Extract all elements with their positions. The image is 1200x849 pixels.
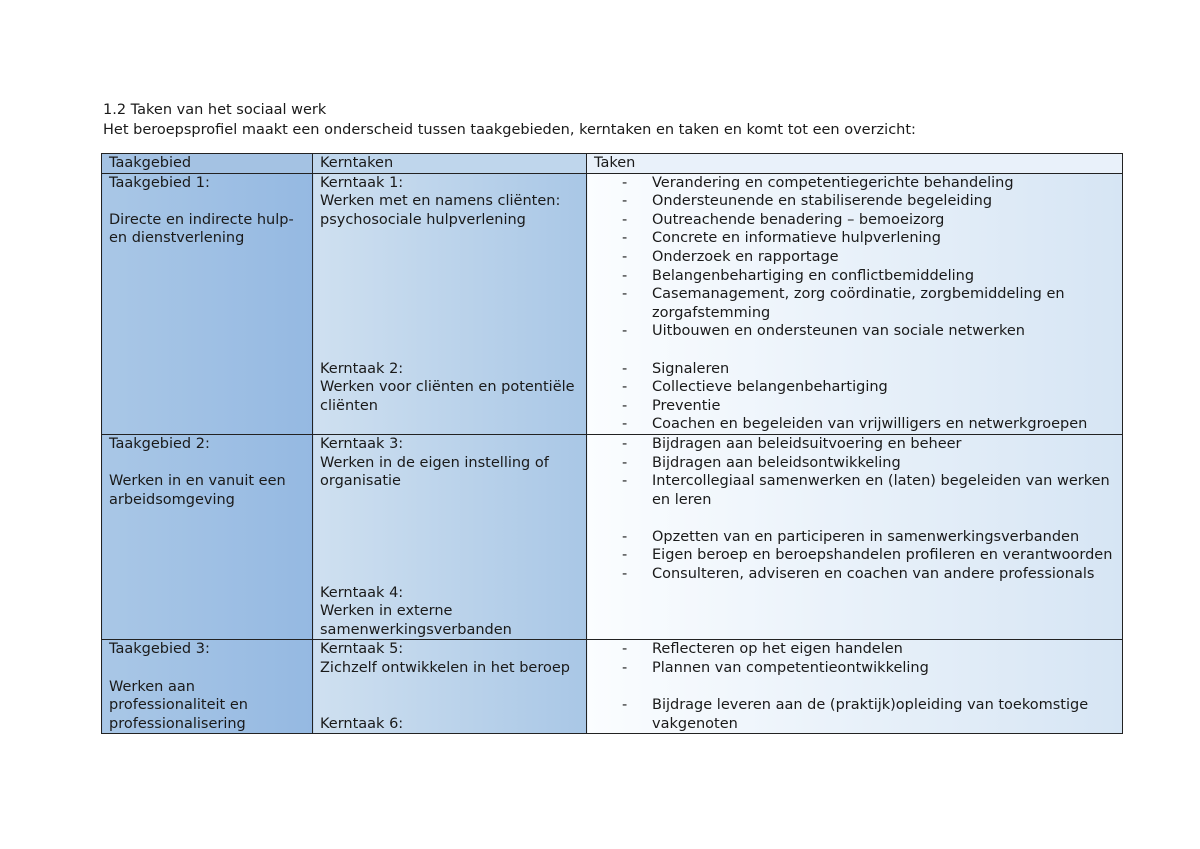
task-item: - Eigen beroep en beroepshandelen profileren en verantwoorden <box>622 546 1115 565</box>
task-item: - Outreachende benadering – bemoeizorg <box>622 211 1115 230</box>
kerntaak-title: Kerntaak 6: <box>320 715 404 732</box>
table-row <box>102 640 1123 734</box>
kerntaak-title: Kerntaak 3: <box>320 435 404 452</box>
kerntaak-description: Werken in de eigen instelling of organisatie <box>320 454 549 490</box>
table-row <box>102 173 1123 434</box>
task-item: - Verandering en competentiegerichte behandeling <box>622 174 1115 193</box>
taakgebied-title: Taakgebied 1: <box>109 174 210 191</box>
taakgebied-cell <box>102 640 313 734</box>
taakgebied-title: Taakgebied 2: <box>109 435 210 452</box>
taakgebied-description: Directe en indirecte hulp- en dienstverlening <box>109 211 294 247</box>
task-item: - Ondersteunende en stabiliserende begeleiding <box>622 192 1115 211</box>
taken-cell <box>587 434 1123 640</box>
header-taken: Taken <box>587 154 1123 174</box>
kerntaken-cell <box>313 173 587 434</box>
table-header-row <box>102 154 1123 174</box>
taken-cell <box>587 640 1123 734</box>
taakgebied-title: Taakgebied 3: <box>109 641 210 658</box>
task-item: - Intercollegiaal samenwerken en (laten) begeleiden van werken en leren <box>622 472 1115 509</box>
kerntaken-cell <box>313 640 587 734</box>
task-item: - Bijdragen aan beleidsontwikkeling <box>622 454 1115 473</box>
task-item: - Onderzoek en rapportage <box>622 248 1115 267</box>
taakgebied-cell <box>102 434 313 640</box>
kerntaak-description: Werken in externe samenwerkingsverbanden <box>320 603 512 638</box>
task-item: - Casemanagement, zorg coördinatie, zorgbemiddeling en zorgafstemming <box>622 285 1115 322</box>
task-list <box>594 174 1115 341</box>
task-list <box>594 640 1115 677</box>
taakgebied-description: Werken in en vanuit een arbeidsomgeving <box>109 473 286 508</box>
task-item: - Coachen en begeleiden van vrijwilligers en netwerkgroepen <box>622 415 1115 434</box>
task-item: - Plannen van competentieontwikkeling <box>622 659 1115 678</box>
header-kerntaken: Kerntaken <box>313 154 587 174</box>
kerntaak-title: Kerntaak 5: <box>320 641 404 658</box>
kerntaak-title: Kerntaak 2: <box>320 360 404 377</box>
task-item: - Reflecteren op het eigen handelen <box>622 640 1115 659</box>
kerntaken-cell <box>313 434 587 640</box>
table-row <box>102 434 1123 640</box>
kerntaak-description: Werken met en namens cliënten: psychosociale hulpverlening <box>320 193 561 228</box>
task-list <box>594 696 1115 733</box>
task-list <box>594 435 1115 509</box>
kerntaak-description: Werken voor cliënten en potentiële cliënten <box>320 379 575 414</box>
intro-text: Het beroepsprofiel maakt een onderscheid tussen taakgebieden, kerntaken en taken en komt tot een overzicht: <box>103 122 916 138</box>
task-item: - Collectieve belangenbehartiging <box>622 378 1115 397</box>
task-item: - Signaleren <box>622 360 1115 379</box>
kerntaak-description: Zichzelf ontwikkelen in het beroep <box>320 660 570 677</box>
tasks-table <box>101 153 1123 734</box>
taakgebied-description: Werken aan professionaliteit en professionalisering <box>109 678 248 732</box>
task-item: - Belangenbehartiging en conflictbemiddeling <box>622 267 1115 286</box>
kerntaak-title: Kerntaak 1: <box>320 174 404 191</box>
task-item: - Consulteren, adviseren en coachen van andere professionals <box>622 565 1115 584</box>
taakgebied-cell <box>102 173 313 434</box>
task-item: - Bijdrage leveren aan de (praktijk)opleiding van toekomstige vakgenoten <box>622 696 1115 733</box>
task-list <box>594 528 1115 584</box>
task-item: - Preventie <box>622 397 1115 416</box>
task-item: - Opzetten van en participeren in samenwerkingsverbanden <box>622 528 1115 547</box>
task-item: - Bijdragen aan beleidsuitvoering en beheer <box>622 435 1115 454</box>
kerntaak-title: Kerntaak 4: <box>320 584 404 601</box>
task-list <box>594 360 1115 434</box>
task-item: - Uitbouwen en ondersteunen van sociale netwerken <box>622 322 1115 341</box>
header-taakgebied: Taakgebied <box>102 154 313 174</box>
taken-cell <box>587 173 1123 434</box>
section-heading: 1.2 Taken van het sociaal werk <box>103 102 327 118</box>
task-item: - Concrete en informatieve hulpverlening <box>622 229 1115 248</box>
